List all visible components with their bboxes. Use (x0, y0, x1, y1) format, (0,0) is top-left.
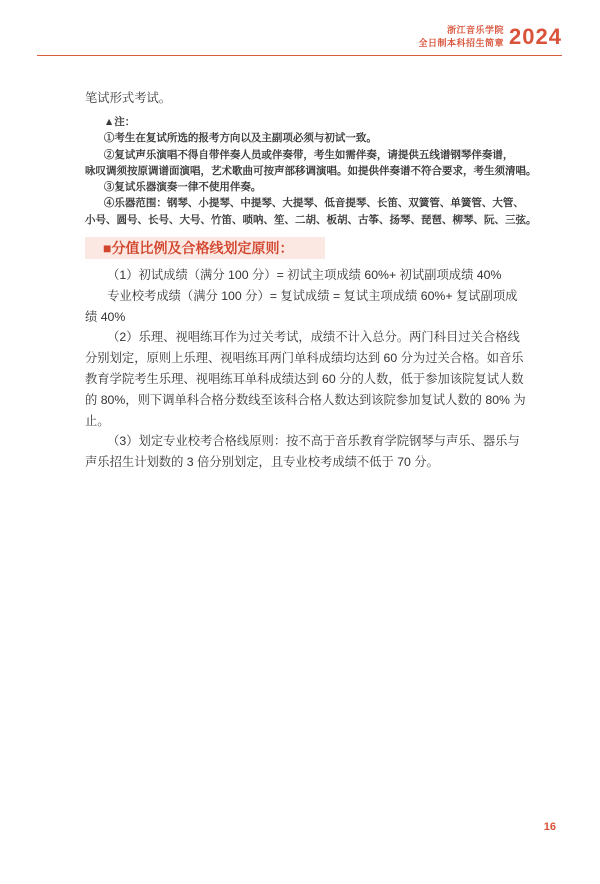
body-line: 绩 40% (85, 309, 126, 324)
body-line: 教育学院考生乐理、视唱练耳单科成绩达到 60 分的人数，低于参加该院复试人数 (85, 372, 524, 387)
section-heading: ■分值比例及合格线划定原则： (85, 237, 325, 259)
body-line: 的 80%，则下调单科合格分数线至该科合格人数达到该院参加复试人数的 80% 为 (85, 392, 526, 407)
document-body (85, 88, 537, 473)
header-rule (37, 55, 562, 56)
note-line: 咏叹调须按原调谱面演唱，艺术歌曲可按声部移调演唱。如提供伴奏谱不符合要求，考生须清唱。 (85, 164, 537, 177)
body-line: 分别划定，原则上乐理、视唱练耳两门单科成绩均达到 60 分为过关合格。如音乐 (85, 351, 524, 366)
header-doc-title: 全日制本科招生简章 (418, 38, 505, 49)
intro-line: 笔试形式考试。 (85, 91, 172, 105)
body-line: 声乐招生计划数的 3 倍分别划定，且专业校考成绩不低于 70 分。 (85, 455, 439, 470)
note-title: ▲注： (103, 116, 136, 128)
header-org-name: 浙江音乐学院 (447, 25, 505, 35)
page-number: 16 (543, 821, 556, 833)
paragraph-block (85, 265, 526, 473)
header-titles (419, 24, 505, 50)
body-line: 专业校考成绩（满分 100 分）= 复试成绩 = 复试主项成绩 60%+ 复试副项成 (107, 288, 518, 303)
page-header (419, 24, 562, 50)
body-line: （3）划定专业校考合格线原则：按不高于音乐教育学院钢琴与声乐、器乐与 (107, 434, 520, 449)
note-line: ②复试声乐演唱不得自带伴奏人员或伴奏带，考生如需伴奏，请提供五线谱钢琴伴奏谱， (103, 148, 514, 161)
body-line: 止。 (85, 413, 110, 428)
note-line: ③复试乐器演奏一律不使用伴奏。 (103, 181, 262, 194)
body-line: （1）初试成绩（满分 100 分）= 初试主项成绩 60%+ 初试副项成绩 40% (107, 268, 502, 283)
note-line: ①考生在复试所选的报考方向以及主副项必须与初试一致。 (103, 132, 377, 145)
header-year: 2024 (509, 24, 562, 50)
note-line: 小号、圆号、长号、大号、竹笛、唢呐、笙、二胡、板胡、古筝、扬琴、琵琶、柳琴、阮、三弦。 (85, 213, 537, 226)
body-line: （2）乐理、视唱练耳作为过关考试，成绩不计入总分。两门科目过关合格线 (107, 330, 520, 345)
note-block (85, 114, 537, 228)
note-line: ④乐器范围：钢琴、小提琴、中提琴、大提琴、低音提琴、长笛、双簧管、单簧管、大管、 (103, 197, 524, 210)
